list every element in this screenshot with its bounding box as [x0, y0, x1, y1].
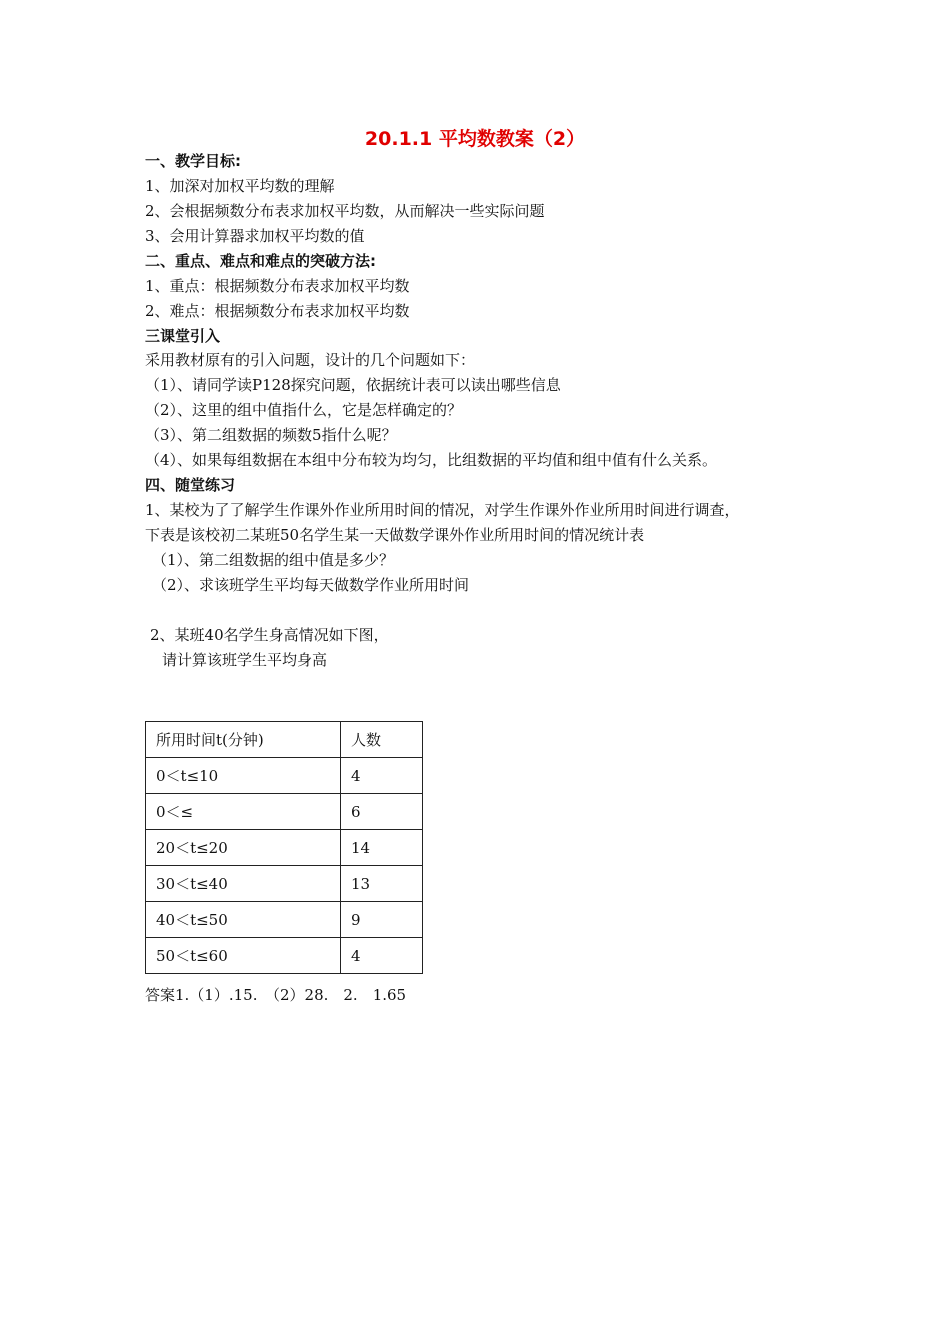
table-row	[146, 866, 423, 902]
intro-question-3: （3）、第二组数据的频数5指什么呢？	[145, 426, 397, 444]
goal-item-1: 1、加深对加权平均数的理解	[145, 177, 335, 195]
table-header-time: 所用时间t(分钟)	[146, 722, 341, 758]
section-heading-intro: 三课堂引入	[145, 327, 221, 345]
section-heading-key-points: 二、重点、难点和难点的突破方法:	[145, 252, 377, 270]
goal-item-2: 2、会根据频数分布表求加权平均数，从而解决一些实际问题	[145, 202, 545, 220]
table-cell-count: 13	[341, 866, 423, 902]
intro-question-2: （2）、这里的组中值指什么，它是怎样确定的？	[145, 401, 463, 419]
table-header-count: 人数	[341, 722, 423, 758]
goal-item-3: 3、会用计算器求加权平均数的值	[145, 227, 365, 245]
key-point-2: 2、难点：根据频数分布表求加权平均数	[145, 302, 410, 320]
table-row	[146, 794, 423, 830]
section-heading-goals: 一、教学目标:	[145, 152, 241, 170]
table-cell-time: 50＜t≤60	[146, 938, 341, 974]
answer-line: 答案1.（1）.15. （2）28. 2. 1.65	[145, 986, 407, 1004]
table-row	[146, 902, 423, 938]
table-row	[146, 830, 423, 866]
table-cell-time: 0＜t≤10	[146, 758, 341, 794]
practice-1-question-2: （2）、求该班学生平均每天做数学作业所用时间	[152, 576, 470, 594]
table-cell-count: 9	[341, 902, 423, 938]
table-cell-count: 6	[341, 794, 423, 830]
table-cell-count: 14	[341, 830, 423, 866]
intro-text: 采用教材原有的引入问题，设计的几个问题如下：	[145, 351, 476, 369]
page-title: 20.1.1 平均数教案（2）	[364, 128, 586, 150]
table-cell-count: 4	[341, 938, 423, 974]
key-point-1: 1、重点：根据频数分布表求加权平均数	[145, 277, 410, 295]
practice-2-line-2: 请计算该班学生平均身高	[162, 651, 328, 669]
table-row	[146, 758, 423, 794]
table-row	[146, 938, 423, 974]
practice-1-line-2: 下表是该校初二某班50名学生某一天做数学课外作业所用时间的情况统计表	[145, 526, 645, 544]
practice-1-line-1: 1、某校为了了解学生作课外作业所用时间的情况，对学生作课外作业所用时间进行调查，	[145, 501, 740, 519]
frequency-table	[145, 721, 423, 974]
table-cell-time: 30＜t≤40	[146, 866, 341, 902]
table-cell-count: 4	[341, 758, 423, 794]
table-header-row	[146, 722, 423, 758]
table-cell-time: 20＜t≤20	[146, 830, 341, 866]
intro-question-1: （1）、请同学读P128探究问题，依据统计表可以读出哪些信息	[145, 376, 561, 394]
table-cell-time: 40＜t≤50	[146, 902, 341, 938]
intro-question-4: （4）、如果每组数据在本组中分布较为均匀，比组数据的平均值和组中值有什么关系。	[145, 451, 718, 469]
practice-1-question-1: （1）、第二组数据的组中值是多少？	[152, 551, 395, 569]
section-heading-practice: 四、随堂练习	[145, 476, 236, 494]
table-cell-time: 0＜≤	[146, 794, 341, 830]
practice-2-line-1: 2、某班40名学生身高情况如下图，	[150, 626, 389, 644]
